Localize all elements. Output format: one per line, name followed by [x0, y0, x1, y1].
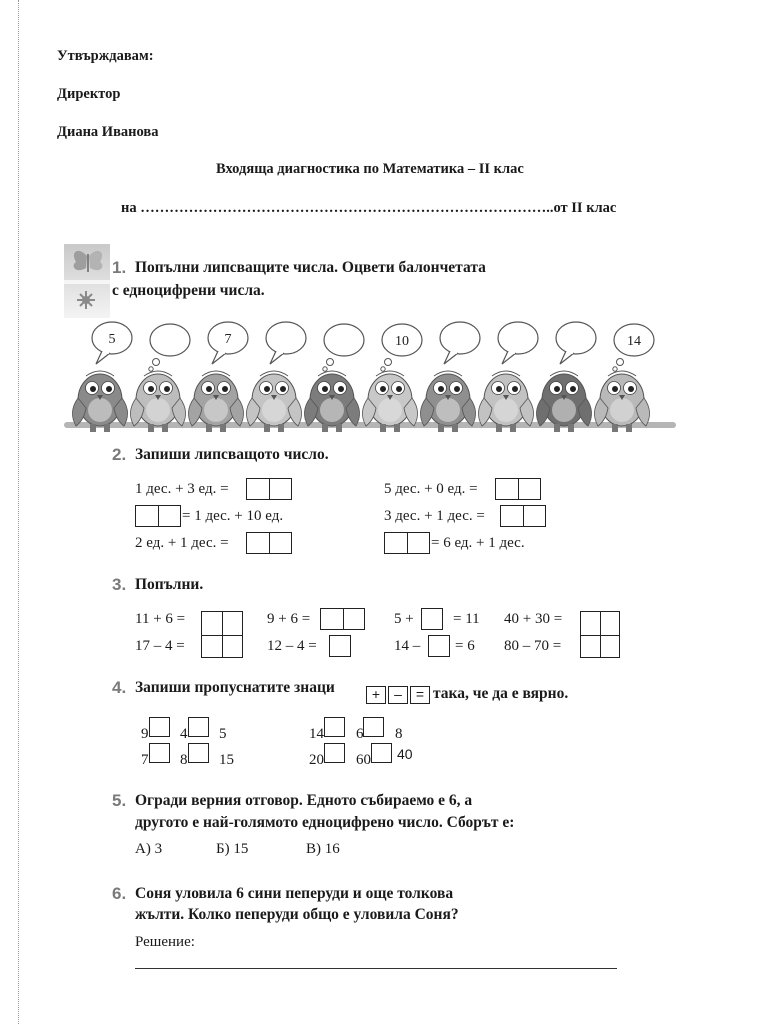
answer-box[interactable] [428, 635, 450, 657]
answer-box[interactable] [320, 608, 365, 630]
sign-box[interactable] [371, 743, 392, 763]
task3-expr: 11 + 6 = [135, 611, 186, 627]
task2-r1-left: 1 дес. + 3 ед. = [135, 481, 229, 497]
task4-number-cell: 8 [180, 752, 188, 768]
sign-box[interactable] [188, 743, 209, 763]
page-title: Входяща диагностика по Математика – II клас [216, 161, 524, 177]
task4-number-cell: 6 [356, 726, 364, 742]
sign-box[interactable] [324, 717, 345, 737]
task4-number-cell: 40 [397, 746, 413, 762]
answer-option-c[interactable]: В) 16 [306, 841, 340, 857]
bird-with-balloon [130, 324, 190, 432]
balloon[interactable] [556, 322, 596, 354]
task1-text-line1: Попълни липсващите числа. Оцвети балончетата [135, 259, 486, 276]
director-label: Директор [57, 86, 121, 102]
bird-with-balloon [246, 322, 306, 432]
task4-text-a: Запиши пропуснатите знаци [135, 679, 335, 696]
sign-box[interactable] [188, 717, 209, 737]
bird-with-balloon [478, 322, 538, 432]
task2-r2-right: 3 дес. + 1 дес. = [384, 508, 485, 524]
answer-option-b[interactable]: Б) 15 [216, 841, 249, 857]
task2-r3-left: 2 ед. + 1 дес. = [135, 535, 229, 551]
task3-expr: = 11 [453, 611, 480, 627]
balloon[interactable] [324, 324, 364, 356]
minus-sign-box: – [388, 686, 408, 704]
bird-with-balloon [536, 322, 596, 432]
task3-text: Попълни. [135, 576, 204, 593]
balloon[interactable] [150, 324, 190, 356]
bird-with-balloon [594, 324, 654, 432]
answer-box[interactable] [495, 478, 541, 500]
task3-expr: 12 – 4 = [267, 638, 317, 654]
task4-number-cell: 5 [219, 726, 227, 742]
task5-number: 5. [112, 791, 127, 810]
answer-box[interactable] [135, 505, 181, 527]
balloon[interactable] [498, 322, 538, 354]
task2-r1-right: 5 дес. + 0 ед. = [384, 481, 478, 497]
answer-box[interactable] [329, 635, 351, 657]
task1-number: 1. [112, 258, 127, 277]
task2-r3-right: = 6 ед. + 1 дес. [431, 535, 525, 551]
approve-label: Утвърждавам: [57, 48, 154, 64]
sign-box[interactable] [149, 717, 170, 737]
answer-box[interactable] [246, 478, 292, 500]
balloon[interactable] [440, 322, 480, 354]
answer-box[interactable] [246, 532, 292, 554]
task4-text-b: така, че да е вярно. [433, 685, 569, 702]
task2-r2-left: = 1 дес. + 10 ед. [182, 508, 284, 524]
balloon[interactable] [266, 322, 306, 354]
balloon-number: 7 [224, 332, 232, 347]
task6-text-line1: Соня уловила 6 сини пеперуди и още толкова [135, 885, 454, 902]
task4-number-cell: 20 [309, 752, 324, 768]
task3-expr: 17 – 4 = [135, 638, 185, 654]
answer-box[interactable] [500, 505, 546, 527]
page-margin-line [18, 0, 19, 1024]
task4-number: 4. [112, 678, 127, 697]
task3-number: 3. [112, 575, 127, 594]
task6-text-line2: жълти. Колко пеперуди общо е уловила Соня? [135, 906, 459, 923]
bird-with-balloon [304, 324, 364, 432]
balloon-number: 14 [627, 334, 641, 349]
sign-box[interactable] [363, 717, 384, 737]
answer-grid[interactable] [201, 611, 243, 658]
director-name: Диана Иванова [57, 124, 159, 140]
balloon-number: 5 [108, 332, 116, 347]
answer-grid[interactable] [580, 611, 620, 658]
sign-box[interactable] [149, 743, 170, 763]
bird-with-balloon [420, 322, 480, 432]
answer-option-a[interactable]: А) 3 [135, 841, 163, 857]
task4-number-cell: 60 [356, 752, 371, 768]
equals-sign-box: = [410, 686, 430, 704]
task3-expr: 40 + 30 = [504, 611, 563, 627]
balloon-number: 10 [395, 334, 409, 349]
answer-box[interactable] [384, 532, 430, 554]
task4-number-cell: 15 [219, 752, 234, 768]
task2-number: 2. [112, 445, 127, 464]
sign-box[interactable] [324, 743, 345, 763]
bird-with-balloon [188, 322, 248, 432]
task4-number-cell: 7 [141, 752, 149, 768]
task3-expr: 9 + 6 = [267, 611, 311, 627]
butterfly-flower-icon [64, 244, 110, 318]
task4-number-cell: 9 [141, 726, 149, 742]
solution-label: Решение: [135, 934, 195, 950]
task3-expr: 5 + [394, 611, 414, 627]
task3-expr: 14 – [394, 638, 421, 654]
task4-number-cell: 14 [309, 726, 324, 742]
task5-text-line1: Огради верния отговор. Едното събираемо е 6, а [135, 792, 473, 809]
task5-text-line2: другото е най-голямото едноцифрено число. Сборът е: [135, 814, 515, 831]
task3-expr: = 6 [455, 638, 475, 654]
student-line: на …………………………………………………………………………..от II клас [121, 200, 617, 216]
task3-expr: 80 – 70 = [504, 638, 562, 654]
task1-text-line2: с едноцифрени числа. [112, 282, 265, 299]
answer-box[interactable] [421, 608, 443, 630]
task2-text: Запиши липсващото число. [135, 446, 329, 463]
bird-with-balloon [72, 322, 132, 432]
task6-number: 6. [112, 884, 127, 903]
task4-number-cell: 8 [395, 726, 403, 742]
task4-number-cell: 4 [180, 726, 188, 742]
birds-illustration [60, 318, 680, 440]
solution-line[interactable] [135, 968, 617, 969]
bird-with-balloon [362, 324, 422, 432]
plus-sign-box: + [366, 686, 386, 704]
